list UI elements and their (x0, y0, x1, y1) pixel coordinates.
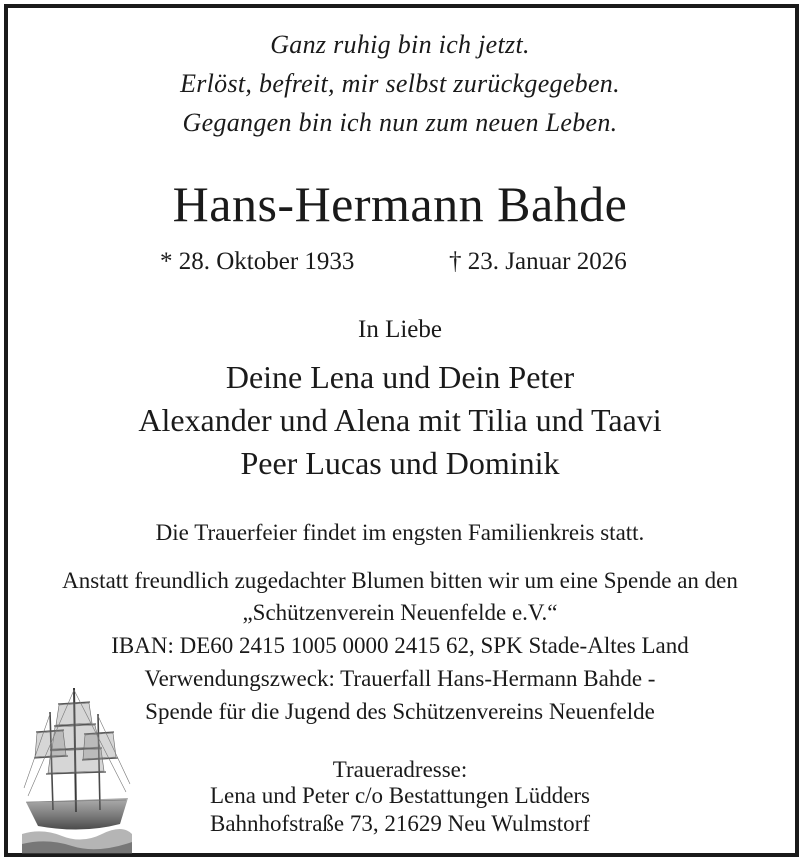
donation-line: Anstatt freundlich zugedachter Blumen bitten wir um eine Spende an den (62, 568, 738, 593)
address-line: Lena und Peter c/o Bestattungen Lüdders (209, 783, 591, 808)
mourner-line: Deine Lena und Dein Peter (225, 359, 575, 395)
donation-line: „Schützenverein Neuenfelde e.V.“ (242, 600, 558, 625)
ceremony-note: Die Trauerfeier findet im engsten Familienkreis statt. (155, 520, 645, 545)
donation-line: Verwendungszweck: Trauerfall Hans-Hermann Bahde - (144, 666, 656, 691)
mourner-line: Alexander und Alena mit Tilia und Taavi (138, 402, 662, 438)
verse-line: Ganz ruhig bin ich jetzt. (270, 30, 530, 59)
donation-line: Spende für die Jugend des Schützenvereins Neuenfelde (145, 699, 655, 724)
verse-line: Erlöst, befreit, mir selbst zurückgegeben. (180, 69, 620, 98)
mourner-line: Peer Lucas und Dominik (240, 445, 560, 481)
death-date: † 23. Januar 2026 (449, 248, 627, 275)
deceased-name: Hans-Hermann Bahde (172, 176, 628, 232)
mourners-intro: In Liebe (358, 316, 442, 343)
donation-line: IBAN: DE60 2415 1005 0000 2415 62, SPK Stade-Altes Land (111, 633, 689, 658)
verse-line: Gegangen bin ich nun zum neuen Leben. (182, 108, 618, 137)
address-label: Traueradresse: (332, 757, 468, 782)
birth-date: * 28. Oktober 1933 (160, 248, 355, 275)
sailing-ship-icon (22, 684, 132, 854)
address-line: Bahnhofstraße 73, 21629 Neu Wulmstorf (209, 811, 590, 836)
